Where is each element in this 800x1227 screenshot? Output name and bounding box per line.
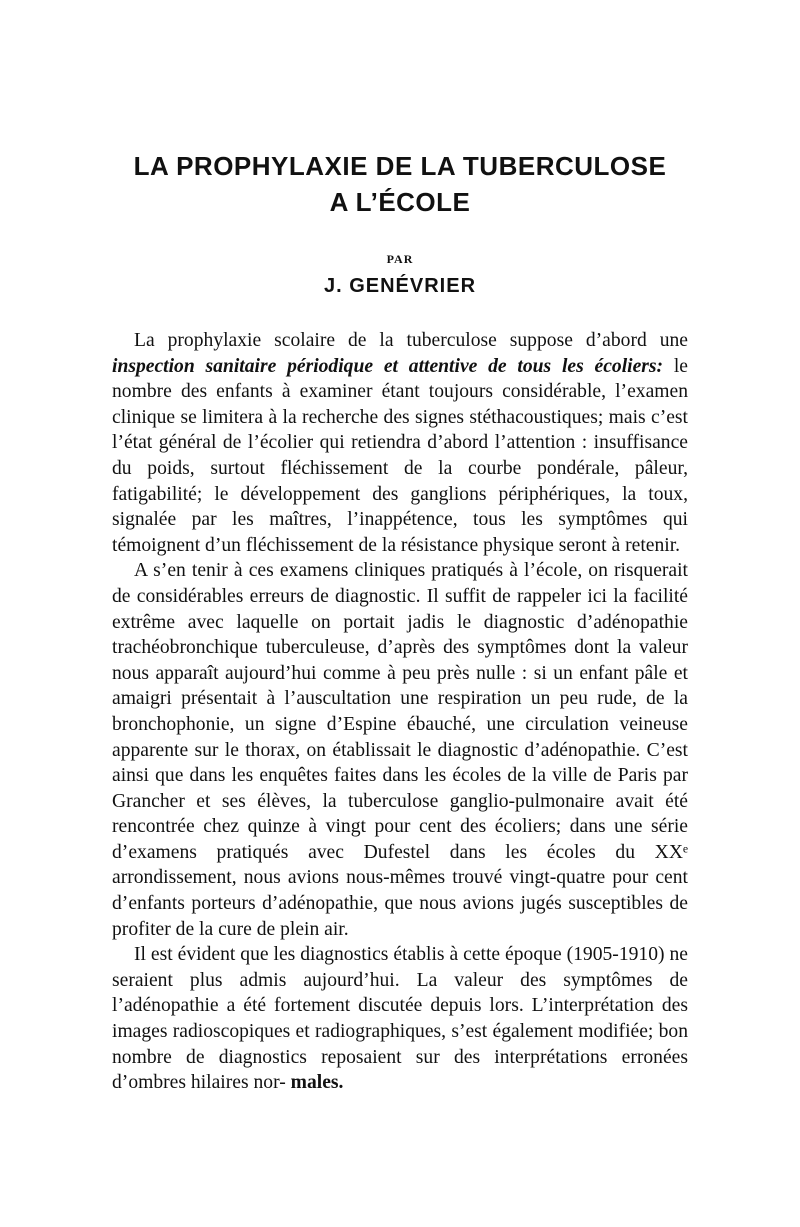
author-name: J. GENÉVRIER	[323, 275, 477, 297]
paragraph-1	[112, 328, 688, 558]
paragraph-3-text: Il est évident que les diagnostics établis à cette époque (1905-1910) ne seraient plus admis aujourd’hui. La valeur des symptômes de l’adénopathie a été fortement discutée depuis lors. L’interprétation des images radioscopiques et radiographiques, s’est également modifiée; bon nombre de diagnostics reposaient sur des interprétations erronées d’ombres hilaires nor-	[112, 944, 688, 1094]
paragraph-2: A s’en tenir à ces examens cliniques pratiqués à l’école, on risquerait de considérables erreurs de diagnostic. Il suffit de rappeler ici la facilité extrême avec laquelle on portait jadis le diagnostic d’adénopathie trachéobronchique tuberculeuse, d’après des symptômes dont la valeur nous apparaît aujourd’hui comme à peu près nulle : si un enfant pâle et amaigri présentait à l’auscultation une respiration un peu rude, de la bronchophonie, un signe d’Espine ébauché, une circulation veineuse apparente sur le thorax, on établissait le diagnostic d’adénopathie. C’est ainsi que dans les enquêtes faites dans les écoles de la ville de Paris par Grancher et ses élèves, la tuberculose ganglio-pulmonaire avait été rencontrée chez quinze à vingt pour cent des écoliers; dans une série d’examens pratiqués avec Dufestel dans les écoles du XXᵉ arrondissement, nous avions nous-mêmes trouvé vingt-quatre pour cent d’enfants porteurs d’adénopathie, que nous avions jugés susceptibles de profiter de la cure de plein air.	[112, 560, 688, 940]
article-title-line-2: A L’ÉCOLE	[329, 187, 471, 217]
paragraph-3-last-word: males.	[290, 1072, 344, 1094]
paragraph-1-lead: La prophylaxie scolaire de la tuberculose suppose d’abord une	[134, 330, 688, 351]
paragraph-1-emphasis: inspection sanitaire périodique et attentive de tous les écoliers:	[112, 355, 664, 377]
article-title	[112, 148, 688, 220]
article-body	[112, 328, 688, 1096]
paragraph-1-rest: le nombre des enfants à examiner étant toujours considérable, l’examen clinique se limitera à la recherche des signes stéthacoustiques; mais c’est l’état général de l’écolier qui retiendra d’abord l’attention : insuffisance du poids, surtout fléchissement de la courbe pondérale, pâleur, fatigabilité; le développement des ganglions périphériques, la toux, signalée par les maîtres, l’inappétence, tous les symptômes qui témoignent d’un fléchissement de la résistance physique seront à retenir.	[112, 355, 688, 556]
byline-par: PAR	[386, 252, 414, 266]
article-title-line-1: LA PROPHYLAXIE DE LA TUBERCULOSE	[133, 151, 667, 181]
paragraph-3	[112, 942, 688, 1096]
page	[112, 148, 688, 1096]
